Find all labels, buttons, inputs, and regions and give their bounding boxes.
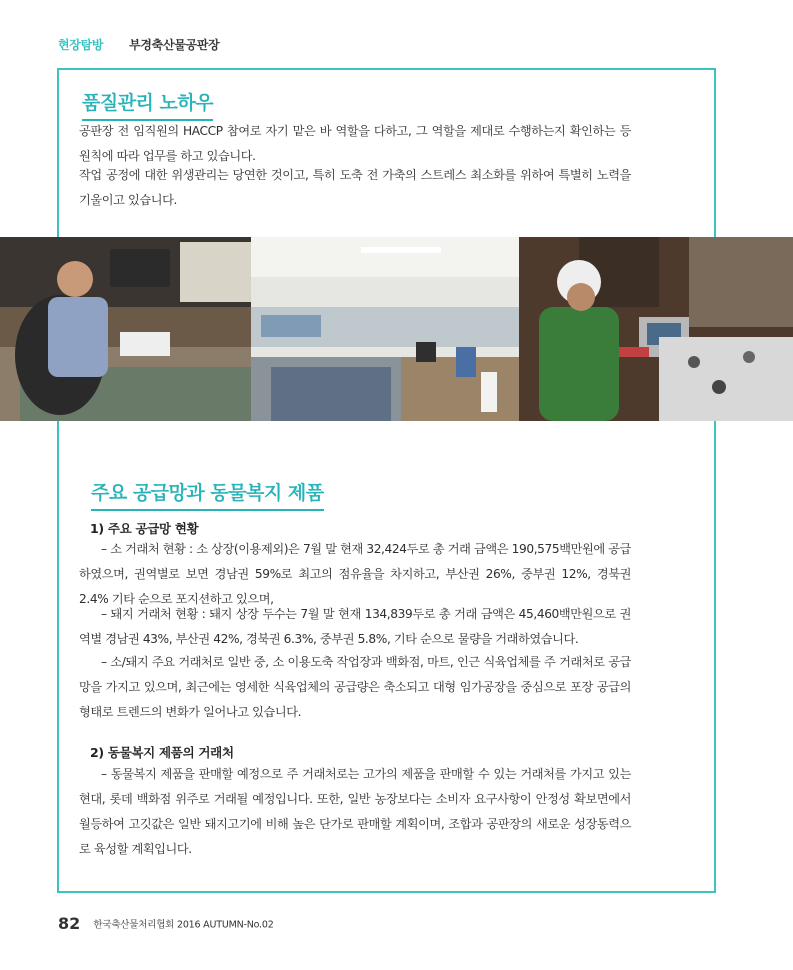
control-panel-worker-photo <box>519 237 793 421</box>
section1-title: 품질관리 노하우 <box>82 88 213 121</box>
section-label: 현장탐방 <box>58 38 104 52</box>
publication-info: 한국축산물처리협회 2016 AUTUMN-No.02 <box>93 919 274 931</box>
section1-paragraph1: 공판장 전 임직원의 HACCP 참여로 자기 맡은 바 역할을 다하고, 그 역할을 제대로 수행하는지 확인하는 등 원칙에 따라 업무를 하고 있습니다. <box>79 124 631 163</box>
sub1-paragraph2: – 돼지 거래처 현황 : 돼지 상장 두수는 7월 말 현재 134,839두로 총 거래 금액은 45,460백만원으로 권역별 경남권 43%, 부산권 42%, 경북권 6.3%, 중부권 5.8%, 기타 순으로 물량을 거래하였습니다. <box>79 607 631 646</box>
page-footer <box>58 913 274 933</box>
office-interview-photo <box>0 237 251 421</box>
section2-title: 주요 공급망과 동물복지 제품 <box>91 478 324 511</box>
section1-paragraph2: 작업 공정에 대한 위생관리는 당연한 것이고, 특히 도축 전 가축의 스트레스 최소화를 위하여 특별히 노력을 기울이고 있습니다. <box>79 168 631 207</box>
office-workspace-photo <box>251 237 519 421</box>
sub2-title: 2) 동물복지 제품의 거래처 <box>90 745 234 760</box>
sub1-title: 1) 주요 공급망 현황 <box>90 521 199 536</box>
photo-strip <box>0 237 793 421</box>
sub1-paragraph3: – 소/돼지 주요 거래처로 일반 중, 소 이용도축 작업장과 백화점, 마트, 인근 식육업체를 주 거래처로 공급망을 가지고 있으며, 최근에는 영세한 식육업체의 공급량은 축소되고 대형 임가공장을 중심으로 포장 공급의 형태로 트렌드의 변화가 일어나고 있습니다. <box>79 655 631 719</box>
page-header <box>58 36 219 53</box>
sub1-paragraph1: – 소 거래처 현황 : 소 상장(이용제외)은 7월 말 현재 32,424두로 총 거래 금액은 190,575백만원에 공급하였으며, 권역별로 보면 경남권 59%로 최고의 점유율을 차지하고, 부산권 26%, 중부권 12%, 경북권 2.4% 기타 순으로 포지션하고 있으며, <box>79 542 631 606</box>
page-number: 82 <box>58 914 81 933</box>
sub2-paragraph1: – 동물복지 제품을 판매할 예정으로 주 거래처로는 고가의 제품을 판매할 수 있는 거래처를 가지고 있는 현대, 롯데 백화점 위주로 거래될 예정입니다. 또한, 일반 농장보다는 소비자 요구사항이 안정성 확보면에서 월등하여 고깃값은 일반 돼지고기에 비해 높은 단가로 판매할 계획이며, 조합과 공판장의 새로운 성장동력으로 육성할 계획입니다. <box>79 767 631 856</box>
topic-label: 부경축산물공판장 <box>129 38 220 52</box>
